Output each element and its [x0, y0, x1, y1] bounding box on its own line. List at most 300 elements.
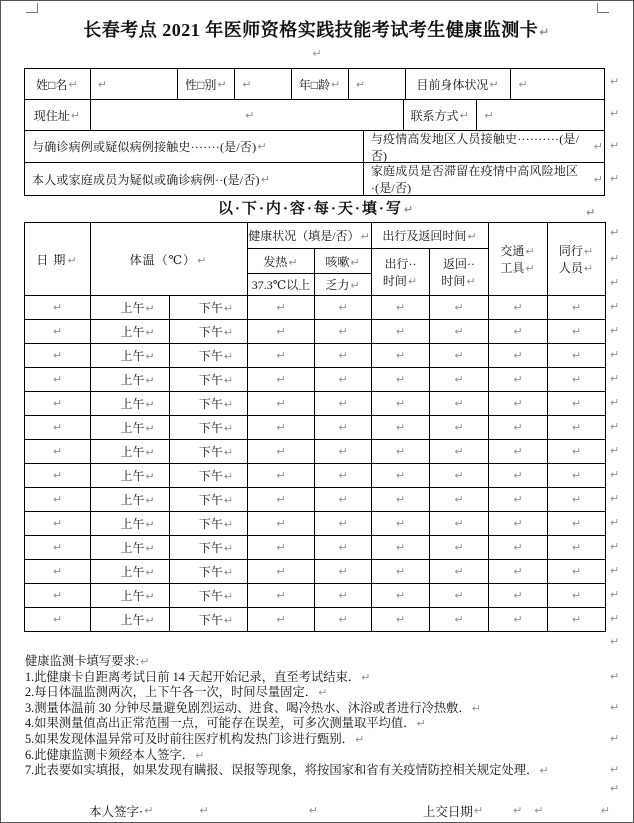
return-time-input-cell[interactable]	[430, 392, 489, 416]
transport-input-cell[interactable]	[489, 488, 548, 512]
pilcrow-mark: ↵	[338, 469, 348, 482]
cough-input-cell[interactable]	[315, 416, 372, 440]
depart-time-header: 出行·· 时间↵	[372, 249, 430, 296]
date-input-cell[interactable]	[25, 464, 91, 488]
pilcrow-mark: ↵	[539, 764, 549, 778]
age-input-cell[interactable]	[349, 69, 406, 99]
pilcrow-mark: ↵	[416, 717, 426, 731]
pilcrow-mark: ↵	[223, 422, 234, 435]
submit-date-space[interactable]	[484, 810, 512, 811]
pilcrow-mark: ↵	[454, 325, 464, 338]
info-row-case-status	[25, 163, 604, 195]
date-input-cell[interactable]	[25, 440, 91, 464]
pilcrow-mark: ↵	[52, 541, 63, 554]
date-input-cell[interactable]	[25, 488, 91, 512]
pilcrow-mark: ↵	[140, 655, 150, 668]
pilcrow-mark: ↵	[145, 422, 155, 435]
transport-input-cell[interactable]	[489, 440, 548, 464]
pilcrow-mark: ↵	[223, 590, 234, 603]
pilcrow-mark: ↵	[395, 493, 406, 506]
pm-temperature-cell[interactable]: 下午↵	[170, 392, 248, 416]
return-time-input-cell[interactable]	[430, 344, 489, 368]
age-label: 年□龄 ↵	[292, 69, 349, 99]
fever-input-cell[interactable]	[248, 560, 315, 584]
note-item: 4.如果测量值高出正常范围一点，可能存在误差，可多次测量取平均值．↵	[25, 716, 426, 731]
companion-input-cell[interactable]	[548, 536, 606, 560]
self-family-case-field[interactable]: 本人或家庭成员为疑似或确诊病例··(是/否) ↵	[25, 163, 364, 195]
pilcrow-mark: ↵	[195, 748, 205, 762]
companion-input-cell[interactable]	[548, 488, 606, 512]
fever-input-cell[interactable]	[248, 464, 315, 488]
am-temperature-cell[interactable]: 上午↵	[91, 512, 170, 536]
pilcrow-mark: ↵	[52, 469, 63, 482]
pilcrow-mark: ↵	[454, 541, 464, 554]
companion-input-cell[interactable]	[548, 320, 606, 344]
date-input-cell[interactable]	[25, 392, 91, 416]
return-time-input-cell[interactable]	[430, 368, 489, 392]
pm-temperature-cell[interactable]: 下午↵	[170, 536, 248, 560]
pilcrow-mark: ↵	[145, 494, 155, 507]
pilcrow-mark: ↵	[145, 614, 155, 627]
pilcrow-mark: ↵	[454, 589, 464, 602]
pilcrow-mark: ↵	[145, 470, 155, 483]
pilcrow-mark: ↵	[513, 541, 523, 554]
depart-time-input-cell[interactable]	[372, 344, 430, 368]
pilcrow-mark: ↵	[395, 397, 406, 410]
am-temperature-cell[interactable]: 上午↵	[91, 488, 170, 512]
pilcrow-mark: ↵	[276, 493, 286, 506]
submit-date-label: 上交日期	[422, 804, 473, 819]
am-temperature-cell[interactable]: 上午↵	[91, 392, 170, 416]
pilcrow-mark: ↵	[459, 108, 469, 122]
pilcrow-mark: ↵	[223, 470, 234, 483]
contact-label: 联系方式 ↵	[404, 100, 478, 130]
pilcrow-mark: ↵	[338, 301, 348, 314]
return-time-input-cell[interactable]	[430, 584, 489, 608]
return-time-input-cell[interactable]	[430, 296, 489, 320]
pilcrow-mark: ↵	[395, 301, 406, 314]
pm-temperature-cell[interactable]: 下午↵	[170, 560, 248, 584]
pilcrow-mark: ↵	[513, 325, 523, 338]
daily-record-row	[25, 560, 606, 584]
pilcrow-mark: ↵	[610, 74, 620, 88]
pilcrow-mark: ↵	[610, 251, 620, 265]
pilcrow-mark: ↵	[610, 299, 620, 313]
transport-input-cell[interactable]	[489, 584, 548, 608]
cough-input-cell[interactable]	[315, 608, 372, 632]
date-input-cell[interactable]	[25, 560, 91, 584]
signature-space[interactable]	[154, 810, 198, 811]
family-stay-risk-area-field[interactable]: 家庭成员是否滞留在疫情中高风险地区·(是/否) ↵	[370, 164, 603, 195]
pilcrow-mark: ↵	[571, 589, 582, 602]
depart-time-input-cell[interactable]	[372, 608, 430, 632]
daily-record-row	[25, 296, 606, 320]
pilcrow-mark: ↵	[395, 421, 406, 434]
pilcrow-mark: ↵	[610, 443, 620, 457]
transport-column-header: 交通↵ 工具↵	[489, 223, 548, 296]
depart-time-input-cell[interactable]	[372, 512, 430, 536]
pilcrow-mark: ↵	[610, 781, 620, 795]
sign-label: 本人签字·	[89, 804, 144, 819]
pilcrow-mark: ↵	[586, 206, 598, 219]
fever-input-cell[interactable]	[248, 488, 315, 512]
pilcrow-mark: ↵	[288, 255, 298, 269]
pilcrow-mark: ↵	[145, 374, 155, 387]
cough-input-cell[interactable]	[315, 560, 372, 584]
pm-temperature-cell[interactable]: 下午↵	[170, 512, 248, 536]
pilcrow-mark: ↵	[610, 395, 620, 409]
contact-input-cell[interactable]	[477, 100, 604, 130]
companion-input-cell[interactable]	[548, 512, 606, 536]
pilcrow-mark: ↵	[610, 563, 620, 577]
date-input-cell[interactable]	[25, 512, 91, 536]
pilcrow-mark: ↵	[571, 349, 582, 362]
transport-input-cell[interactable]	[489, 536, 548, 560]
pilcrow-mark: ↵	[610, 419, 620, 433]
pilcrow-mark: ↵	[145, 518, 155, 531]
pm-temperature-cell[interactable]: 下午↵	[170, 344, 248, 368]
signature-line	[89, 801, 611, 821]
depart-time-input-cell[interactable]	[372, 368, 430, 392]
gender-label: 性□别 ↵	[178, 69, 235, 99]
section-title-daily-fill: 以·下·内·容·每·天·填·写↵ ↵	[1, 196, 633, 222]
pilcrow-mark: ↵	[395, 325, 406, 338]
pilcrow-mark: ↵	[223, 446, 234, 459]
pilcrow-mark: ↵	[217, 77, 227, 91]
pilcrow-mark: ↵	[52, 373, 63, 386]
transport-input-cell[interactable]	[489, 296, 548, 320]
depart-time-input-cell[interactable]	[372, 416, 430, 440]
pilcrow-mark: ↵	[338, 493, 348, 506]
pilcrow-mark: ↵	[338, 589, 348, 602]
companion-input-cell[interactable]	[548, 296, 606, 320]
companion-input-cell[interactable]	[548, 584, 606, 608]
depart-time-input-cell[interactable]	[372, 296, 430, 320]
depart-time-input-cell[interactable]	[372, 392, 430, 416]
return-time-input-cell[interactable]	[430, 608, 489, 632]
fever-input-cell[interactable]	[248, 536, 315, 560]
pilcrow-mark: ↵	[454, 493, 464, 506]
pilcrow-mark: ↵	[52, 565, 63, 578]
pilcrow-mark: ↵	[489, 77, 499, 91]
depart-time-input-cell[interactable]	[372, 464, 430, 488]
date-input-cell[interactable]	[25, 416, 91, 440]
pilcrow-mark: ↵	[197, 253, 208, 267]
date-input-cell[interactable]	[25, 584, 91, 608]
pilcrow-mark: ↵	[52, 397, 63, 410]
cough-input-cell[interactable]	[315, 392, 372, 416]
document-title: 长春考点 2021 年医师资格实践技能考试考生健康监测卡↵	[83, 20, 550, 40]
fever-input-cell[interactable]	[248, 368, 315, 392]
pm-temperature-cell[interactable]: 下午↵	[170, 440, 248, 464]
pilcrow-mark: ↵	[308, 804, 318, 818]
date-input-cell[interactable]	[25, 608, 91, 632]
companion-input-cell[interactable]	[548, 440, 606, 464]
fatigue-header: 乏力↵	[315, 274, 372, 296]
return-time-input-cell[interactable]	[430, 560, 489, 584]
pilcrow-mark: ↵	[571, 493, 582, 506]
pilcrow-mark: ↵	[52, 589, 63, 602]
pilcrow-mark: ↵	[610, 539, 620, 553]
pilcrow-mark: ↵	[144, 804, 154, 818]
date-column-header: 日 期↵	[25, 223, 91, 296]
am-temperature-cell[interactable]: 上午↵	[91, 464, 170, 488]
pilcrow-mark: ↵	[571, 469, 582, 482]
depart-time-input-cell[interactable]	[372, 584, 430, 608]
fever-input-cell[interactable]	[248, 344, 315, 368]
gender-input-cell[interactable]	[235, 69, 292, 99]
pilcrow-mark: ↵	[593, 140, 603, 153]
return-time-input-cell[interactable]	[430, 488, 489, 512]
note-item: 3.测量体温前 30 分钟尽量避免剧烈运动、进食、喝冷热水、沐浴或者进行冷热敷．↵ ↵	[25, 700, 620, 715]
note-item: 1.此健康卡自距离考试日前 14 天起开始记录，直至考试结束．↵ ↵	[25, 669, 620, 684]
pilcrow-mark: ↵	[454, 421, 464, 434]
address-label: 现住址 ↵	[25, 100, 91, 130]
empty-paragraph	[25, 632, 620, 653]
fever-threshold-header: 37.3℃以上	[248, 274, 315, 296]
pm-temperature-cell[interactable]: 下午↵	[170, 584, 248, 608]
pilcrow-mark: ↵	[571, 445, 582, 458]
pilcrow-mark: ↵	[318, 686, 328, 700]
pilcrow-mark: ↵	[513, 445, 523, 458]
note-item: 6.此健康监测卡须经本人签字．↵	[25, 747, 205, 762]
transport-input-cell[interactable]	[489, 560, 548, 584]
cough-input-cell[interactable]	[315, 296, 372, 320]
fever-input-cell[interactable]	[248, 320, 315, 344]
daily-record-row	[25, 464, 606, 488]
cough-input-cell[interactable]	[315, 368, 372, 392]
am-temperature-cell[interactable]: 上午↵	[91, 440, 170, 464]
pilcrow-mark: ↵	[513, 301, 523, 314]
pilcrow-mark: ↵	[610, 225, 620, 239]
contact-confirmed-cases-field[interactable]: 与确诊病例或疑似病例接触史·······(是/否) ↵	[25, 131, 364, 162]
am-temperature-cell[interactable]: 上午↵	[91, 584, 170, 608]
pilcrow-mark: ↵	[52, 517, 63, 530]
pilcrow-mark: ↵	[395, 613, 406, 626]
pm-temperature-cell[interactable]: 下午↵	[170, 608, 248, 632]
pilcrow-mark: ↵	[350, 279, 360, 292]
depart-time-input-cell[interactable]	[372, 560, 430, 584]
companion-input-cell[interactable]	[548, 416, 606, 440]
notes-list	[25, 670, 623, 779]
pilcrow-mark: ↵	[513, 589, 523, 602]
pilcrow-mark: ↵	[260, 172, 271, 186]
pm-temperature-cell[interactable]: 下午↵	[170, 464, 248, 488]
depart-time-input-cell[interactable]	[372, 488, 430, 512]
companion-input-cell[interactable]	[548, 608, 606, 632]
am-temperature-cell[interactable]: 上午↵	[91, 368, 170, 392]
transport-input-cell[interactable]	[489, 512, 548, 536]
return-time-input-cell[interactable]	[430, 416, 489, 440]
pilcrow-mark: ↵	[513, 421, 523, 434]
pilcrow-mark: ↵	[145, 326, 155, 339]
pilcrow-mark: ↵	[199, 804, 209, 818]
depart-time-input-cell[interactable]	[372, 320, 430, 344]
temperature-column-header: 体温（℃）↵	[91, 223, 248, 296]
transport-input-cell[interactable]	[489, 416, 548, 440]
fever-input-cell[interactable]	[248, 608, 315, 632]
return-time-input-cell[interactable]	[430, 320, 489, 344]
pilcrow-mark: ↵	[610, 172, 620, 185]
am-temperature-cell[interactable]: 上午↵	[91, 344, 170, 368]
depart-time-input-cell[interactable]	[372, 536, 430, 560]
daily-record-row	[25, 488, 606, 512]
fever-input-cell[interactable]	[248, 416, 315, 440]
note-item: 5.如果发现体温异常可及时前往医疗机构发热门诊进行甄别．↵ ↵	[25, 731, 620, 746]
fever-input-cell[interactable]	[248, 296, 315, 320]
fever-input-cell[interactable]	[248, 392, 315, 416]
return-time-input-cell[interactable]	[430, 536, 489, 560]
pm-temperature-cell[interactable]: 下午↵	[170, 488, 248, 512]
daily-record-row	[25, 608, 606, 632]
pilcrow-mark: ↵	[223, 494, 234, 507]
pilcrow-mark: ↵	[223, 542, 234, 555]
address-input-cell[interactable]	[91, 100, 404, 130]
pilcrow-mark: ↵	[338, 517, 348, 530]
contact-high-risk-region-field[interactable]: 与疫情高发地区人员接触史··········(是/否) ↵	[370, 131, 603, 162]
am-temperature-cell[interactable]: 上午↵	[91, 560, 170, 584]
daily-header-row-1	[25, 223, 606, 249]
pilcrow-mark: ↵	[610, 371, 620, 385]
companion-input-cell[interactable]	[548, 464, 606, 488]
margin-pilcrow-column	[609, 219, 620, 630]
pilcrow-mark: ↵	[145, 542, 155, 555]
pilcrow-mark: ↵	[338, 445, 348, 458]
fever-input-cell[interactable]	[248, 512, 315, 536]
am-temperature-cell[interactable]: 上午↵	[91, 416, 170, 440]
pilcrow-mark: ↵	[610, 106, 620, 120]
cough-input-cell[interactable]	[315, 344, 372, 368]
pilcrow-mark: ↵	[571, 541, 582, 554]
depart-time-input-cell[interactable]	[372, 440, 430, 464]
fever-input-cell[interactable]	[248, 440, 315, 464]
pilcrow-mark: ↵	[223, 566, 234, 579]
pm-temperature-cell[interactable]: 下午↵	[170, 320, 248, 344]
name-input-cell[interactable]	[91, 69, 179, 99]
pilcrow-mark: ↵	[276, 325, 286, 338]
date-input-cell[interactable]	[25, 344, 91, 368]
cough-input-cell[interactable]	[315, 536, 372, 560]
pilcrow-mark: ↵	[350, 255, 360, 269]
pilcrow-mark: ↵	[223, 374, 234, 387]
cough-input-cell[interactable]	[315, 488, 372, 512]
companion-input-cell[interactable]	[548, 560, 606, 584]
pilcrow-mark: ↵	[454, 469, 464, 482]
daily-record-row	[25, 344, 606, 368]
pilcrow-mark: ↵	[276, 589, 286, 602]
signature-space[interactable]	[210, 810, 308, 811]
companion-input-cell[interactable]	[548, 344, 606, 368]
transport-input-cell[interactable]	[489, 368, 548, 392]
fever-input-cell[interactable]	[248, 584, 315, 608]
pilcrow-mark: ↵	[610, 731, 620, 745]
health-condition-input-cell[interactable]	[511, 69, 604, 99]
am-temperature-cell[interactable]: 上午↵	[91, 536, 170, 560]
signature-space[interactable]	[319, 810, 423, 811]
note-item: 7.此表要如实填报，如果发现有瞒报、误报等现象，将按国家和省有关疫情防控相关规定处理．↵ ↵	[25, 763, 620, 778]
travel-time-header: 出行及返回时间↵	[372, 223, 489, 249]
pilcrow-mark: ↵	[571, 565, 582, 578]
transport-input-cell[interactable]	[489, 392, 548, 416]
pilcrow-mark: ↵	[145, 350, 155, 363]
pm-temperature-cell[interactable]: 下午↵	[170, 296, 248, 320]
candidate-info-table	[24, 68, 605, 196]
cough-input-cell[interactable]	[315, 512, 372, 536]
empty-paragraph	[1, 42, 633, 63]
info-row-identity	[25, 69, 604, 100]
am-temperature-cell[interactable]: 上午↵	[91, 608, 170, 632]
pilcrow-mark: ↵	[513, 493, 523, 506]
pilcrow-mark: ↵	[276, 517, 286, 530]
pm-temperature-cell[interactable]: 下午↵	[170, 416, 248, 440]
pilcrow-mark: ↵	[513, 397, 523, 410]
transport-input-cell[interactable]	[489, 344, 548, 368]
pilcrow-mark: ↵	[355, 77, 366, 91]
pilcrow-mark: ↵	[513, 613, 523, 626]
pilcrow-mark: ↵	[354, 732, 365, 746]
date-input-cell[interactable]	[25, 320, 91, 344]
pilcrow-mark: ↵	[513, 517, 523, 530]
pilcrow-mark: ↵	[571, 397, 582, 410]
pilcrow-mark: ↵	[338, 397, 348, 410]
transport-input-cell[interactable]	[489, 464, 548, 488]
transport-input-cell[interactable]	[489, 320, 548, 344]
date-input-cell[interactable]	[25, 296, 91, 320]
pilcrow-mark: ↵	[571, 325, 582, 338]
date-input-cell[interactable]	[25, 368, 91, 392]
cough-input-cell[interactable]	[315, 440, 372, 464]
return-time-input-cell[interactable]	[430, 440, 489, 464]
companion-input-cell[interactable]	[548, 392, 606, 416]
pilcrow-mark: ↵	[610, 491, 620, 505]
pilcrow-mark: ↵	[571, 517, 582, 530]
return-time-input-cell[interactable]	[430, 464, 489, 488]
pilcrow-mark: ↵	[610, 515, 620, 529]
pilcrow-mark: ↵	[52, 421, 63, 434]
pilcrow-mark: ↵	[395, 469, 406, 482]
pilcrow-mark: ↵	[223, 326, 234, 339]
daily-record-row	[25, 584, 606, 608]
pilcrow-mark: ↵	[276, 349, 286, 362]
pilcrow-mark: ↵	[484, 108, 494, 122]
transport-input-cell[interactable]	[489, 608, 548, 632]
pilcrow-mark: ↵	[395, 373, 406, 386]
pilcrow-mark: ↵	[513, 804, 523, 818]
submit-date-space[interactable]	[523, 810, 533, 811]
am-temperature-cell[interactable]: 上午↵	[91, 296, 170, 320]
crop-mark-top-right	[597, 3, 609, 13]
notes-section	[25, 654, 623, 779]
daily-monitoring-table	[24, 222, 606, 632]
pilcrow-mark: ↵	[610, 467, 620, 481]
am-temperature-cell[interactable]: 上午↵	[91, 320, 170, 344]
return-time-input-cell[interactable]	[430, 512, 489, 536]
cough-input-cell[interactable]	[315, 584, 372, 608]
cough-input-cell[interactable]	[315, 464, 372, 488]
companion-input-cell[interactable]	[548, 368, 606, 392]
cough-input-cell[interactable]	[315, 320, 372, 344]
date-input-cell[interactable]	[25, 536, 91, 560]
pilcrow-mark: ↵	[276, 565, 286, 578]
pilcrow-mark: ↵	[454, 373, 464, 386]
pilcrow-mark: ↵	[97, 77, 107, 91]
pilcrow-mark: ↵	[610, 323, 620, 337]
pilcrow-mark: ↵	[395, 349, 406, 362]
pilcrow-mark: ↵	[454, 565, 464, 578]
daily-record-row	[25, 392, 606, 416]
pm-temperature-cell[interactable]: 下午↵	[170, 368, 248, 392]
pilcrow-mark: ↵	[145, 446, 155, 459]
